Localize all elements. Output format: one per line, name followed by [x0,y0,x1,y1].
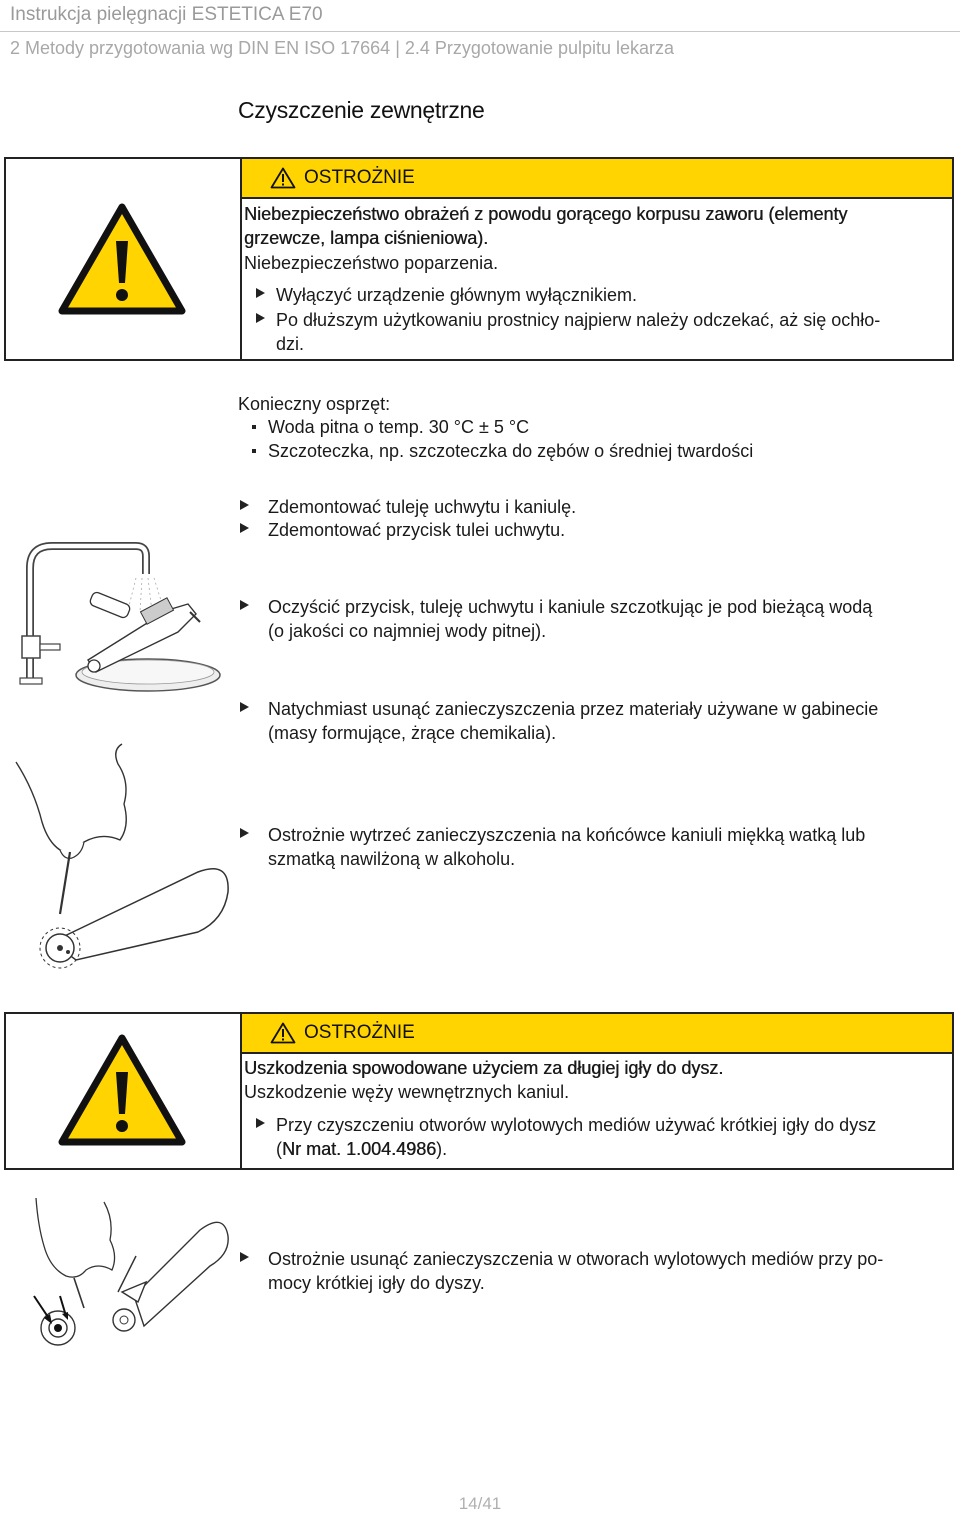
step-brush-clean: Oczyścić przycisk, tuleję uchwytu i kaniule szczotkując je pod bieżącą wodą [268,597,873,617]
bullet-arrow [240,500,249,510]
warning-headline: Niebezpieczeństwo obrażeń z powodu gorącego korpusu zaworu (elementy [244,204,848,224]
warning-step-1: Przy czyszczeniu otworów wylotowych mediów używać krótkiej igły do dysz [276,1115,877,1135]
warning-subline: Uszkodzenie węży wewnętrznych kaniul. [244,1082,570,1102]
warning-subline: Niebezpieczeństwo poparzenia. [244,253,499,273]
step-remove-dirt: Natychmiast usunąć zanieczyszczenia przez materiały używane w gabinecie [268,699,879,719]
needle-cleaning-illustration [14,1196,242,1356]
warning-divider [240,1014,242,1168]
bullet-arrow [256,1118,265,1128]
warning-divider [240,159,242,359]
warning-step-2-cont: dzi. [276,334,305,354]
list-square [252,449,256,453]
warning-label: OSTROŻNIE [304,167,415,188]
step-remove-sleeve: Zdemontować tuleję uchwytu i kaniulę. [268,497,577,517]
bullet-arrow [240,523,249,533]
accessory-item: Woda pitna o temp. 30 °C ± 5 °C [268,417,530,437]
warning-triangle-icon [58,203,186,315]
document-title: Instrukcja pielęgnacji ESTETICA E70 [10,4,323,25]
step-wipe-tip: Ostrożnie wytrzeć zanieczyszczenia na końcówce kaniuli miękką watką lub [268,825,866,845]
step-brush-clean-cont: (o jakości co najmniej wody pitnej). [268,621,547,641]
step-remove-button: Zdemontować przycisk tulei uchwytu. [268,520,566,540]
material-number: Nr mat. 1.004.4986 [282,1139,437,1159]
warning-step-2: Po dłuższym użytkowaniu prostnicy najpierw należy odczekać, aż się ochło- [276,310,881,330]
header-divider [0,31,960,32]
warning-step-1: Wyłączyć urządzenie głównym wyłącznikiem. [276,285,637,305]
faucet-cleaning-illustration [18,540,228,700]
list-square [252,425,256,429]
warning-small-icon [270,167,296,189]
step-wipe-tip-cont: szmatką nawilżoną w alkoholu. [268,849,516,869]
paren-close: ). [436,1139,448,1159]
warning-label: OSTROŻNIE [304,1022,415,1043]
warning-step-1-cont [276,1137,447,1161]
wipe-cannula-illustration [12,742,242,974]
bullet-arrow [256,288,265,298]
warning-headline-cont: grzewcze, lampa ciśnieniowa). [244,228,489,248]
section-title: Czyszczenie zewnętrzne [238,97,485,123]
step-clean-outlets-cont: mocy krótkiej igły do dyszy. [268,1273,485,1293]
page-number: 14/41 [458,1494,502,1513]
bullet-arrow [240,1252,249,1262]
accessory-item: Szczoteczka, np. szczoteczka do zębów o średniej twardości [268,441,754,461]
breadcrumb: 2 Metody przygotowania wg DIN EN ISO 17664 | 2.4 Przygotowanie pulpitu lekarza [10,38,675,58]
step-clean-outlets: Ostrożnie usunąć zanieczyszczenia w otworach wylotowych mediów przy po- [268,1249,884,1269]
warning-triangle-icon [58,1034,186,1146]
warning-headline: Uszkodzenia spowodowane użyciem za długiej igły do dysz. [244,1058,724,1078]
step-remove-dirt-cont: (masy formujące, żrące chemikalia). [268,723,557,743]
bullet-arrow [256,313,265,323]
accessories-heading: Konieczny osprzęt: [238,394,391,414]
warning-small-icon [270,1022,296,1044]
bullet-arrow [240,600,249,610]
paren-open: ( [276,1139,282,1159]
bullet-arrow [240,702,249,712]
bullet-arrow [240,828,249,838]
